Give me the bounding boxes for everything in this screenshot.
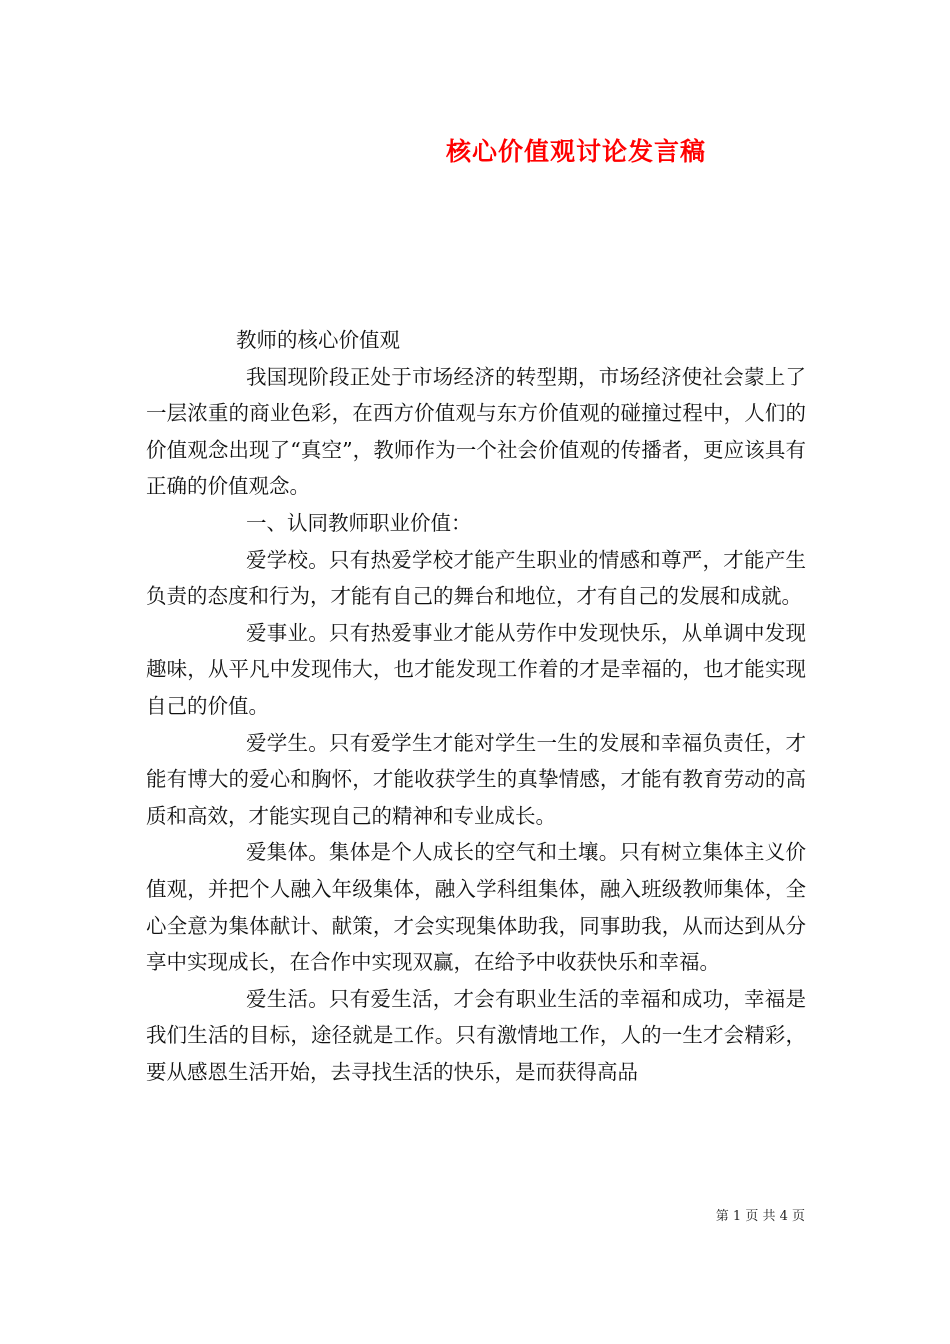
document-body	[146, 322, 806, 1090]
document-title: 核心价值观讨论发言稿	[445, 137, 706, 166]
paragraph-love-collective: 爱集体。集体是个人成长的空气和土壤。只有树立集体主义价值观，并把个人融入年级集体，融入学科组集体，融入班级教师集体，全心全意为集体献计、献策，才会实现集体助我，同事助我，从而达到从分享中实现成长，在合作中实现双赢，在给予中收获快乐和幸福。	[146, 840, 806, 975]
section-heading: 教师的核心价值观	[236, 328, 400, 352]
paragraph-love-life: 爱生活。只有爱生活，才会有职业生活的幸福和成功，幸福是我们生活的目标，途径就是工作。只有激情地工作，人的一生才会精彩，要从感恩生活开始，去寻找生活的快乐，是而获得高品	[146, 986, 806, 1084]
paragraph-heading-1: 一、认同教师职业价值：	[246, 510, 472, 535]
page-number: 第 1 页 共 4 页	[715, 1209, 805, 1224]
paragraph-intro: 我国现阶段正处于市场经济的转型期，市场经济使社会蒙上了一层浓重的商业色彩，在西方价值观与东方价值观的碰撞过程中，人们的价值观念出现了“真空”，教师作为一个社会价值观的传播者，更应该具有正确的价值观念。	[146, 364, 806, 499]
paragraph-love-students: 爱学生。只有爱学生才能对学生一生的发展和幸福负责任，才能有博大的爱心和胸怀，才能收获学生的真挚情感，才能有教育劳动的高质和高效，才能实现自己的精神和专业成长。	[146, 730, 806, 828]
paragraph-love-school: 爱学校。只有热爱学校才能产生职业的情感和尊严，才能产生负责的态度和行为，才能有自己的舞台和地位，才有自己的发展和成就。	[146, 547, 806, 609]
paragraph-love-career: 爱事业。只有热爱事业才能从劳作中发现快乐，从单调中发现趣味，从平凡中发现伟大，也才能发现工作着的才是幸福的，也才能实现自己的价值。	[146, 620, 806, 718]
